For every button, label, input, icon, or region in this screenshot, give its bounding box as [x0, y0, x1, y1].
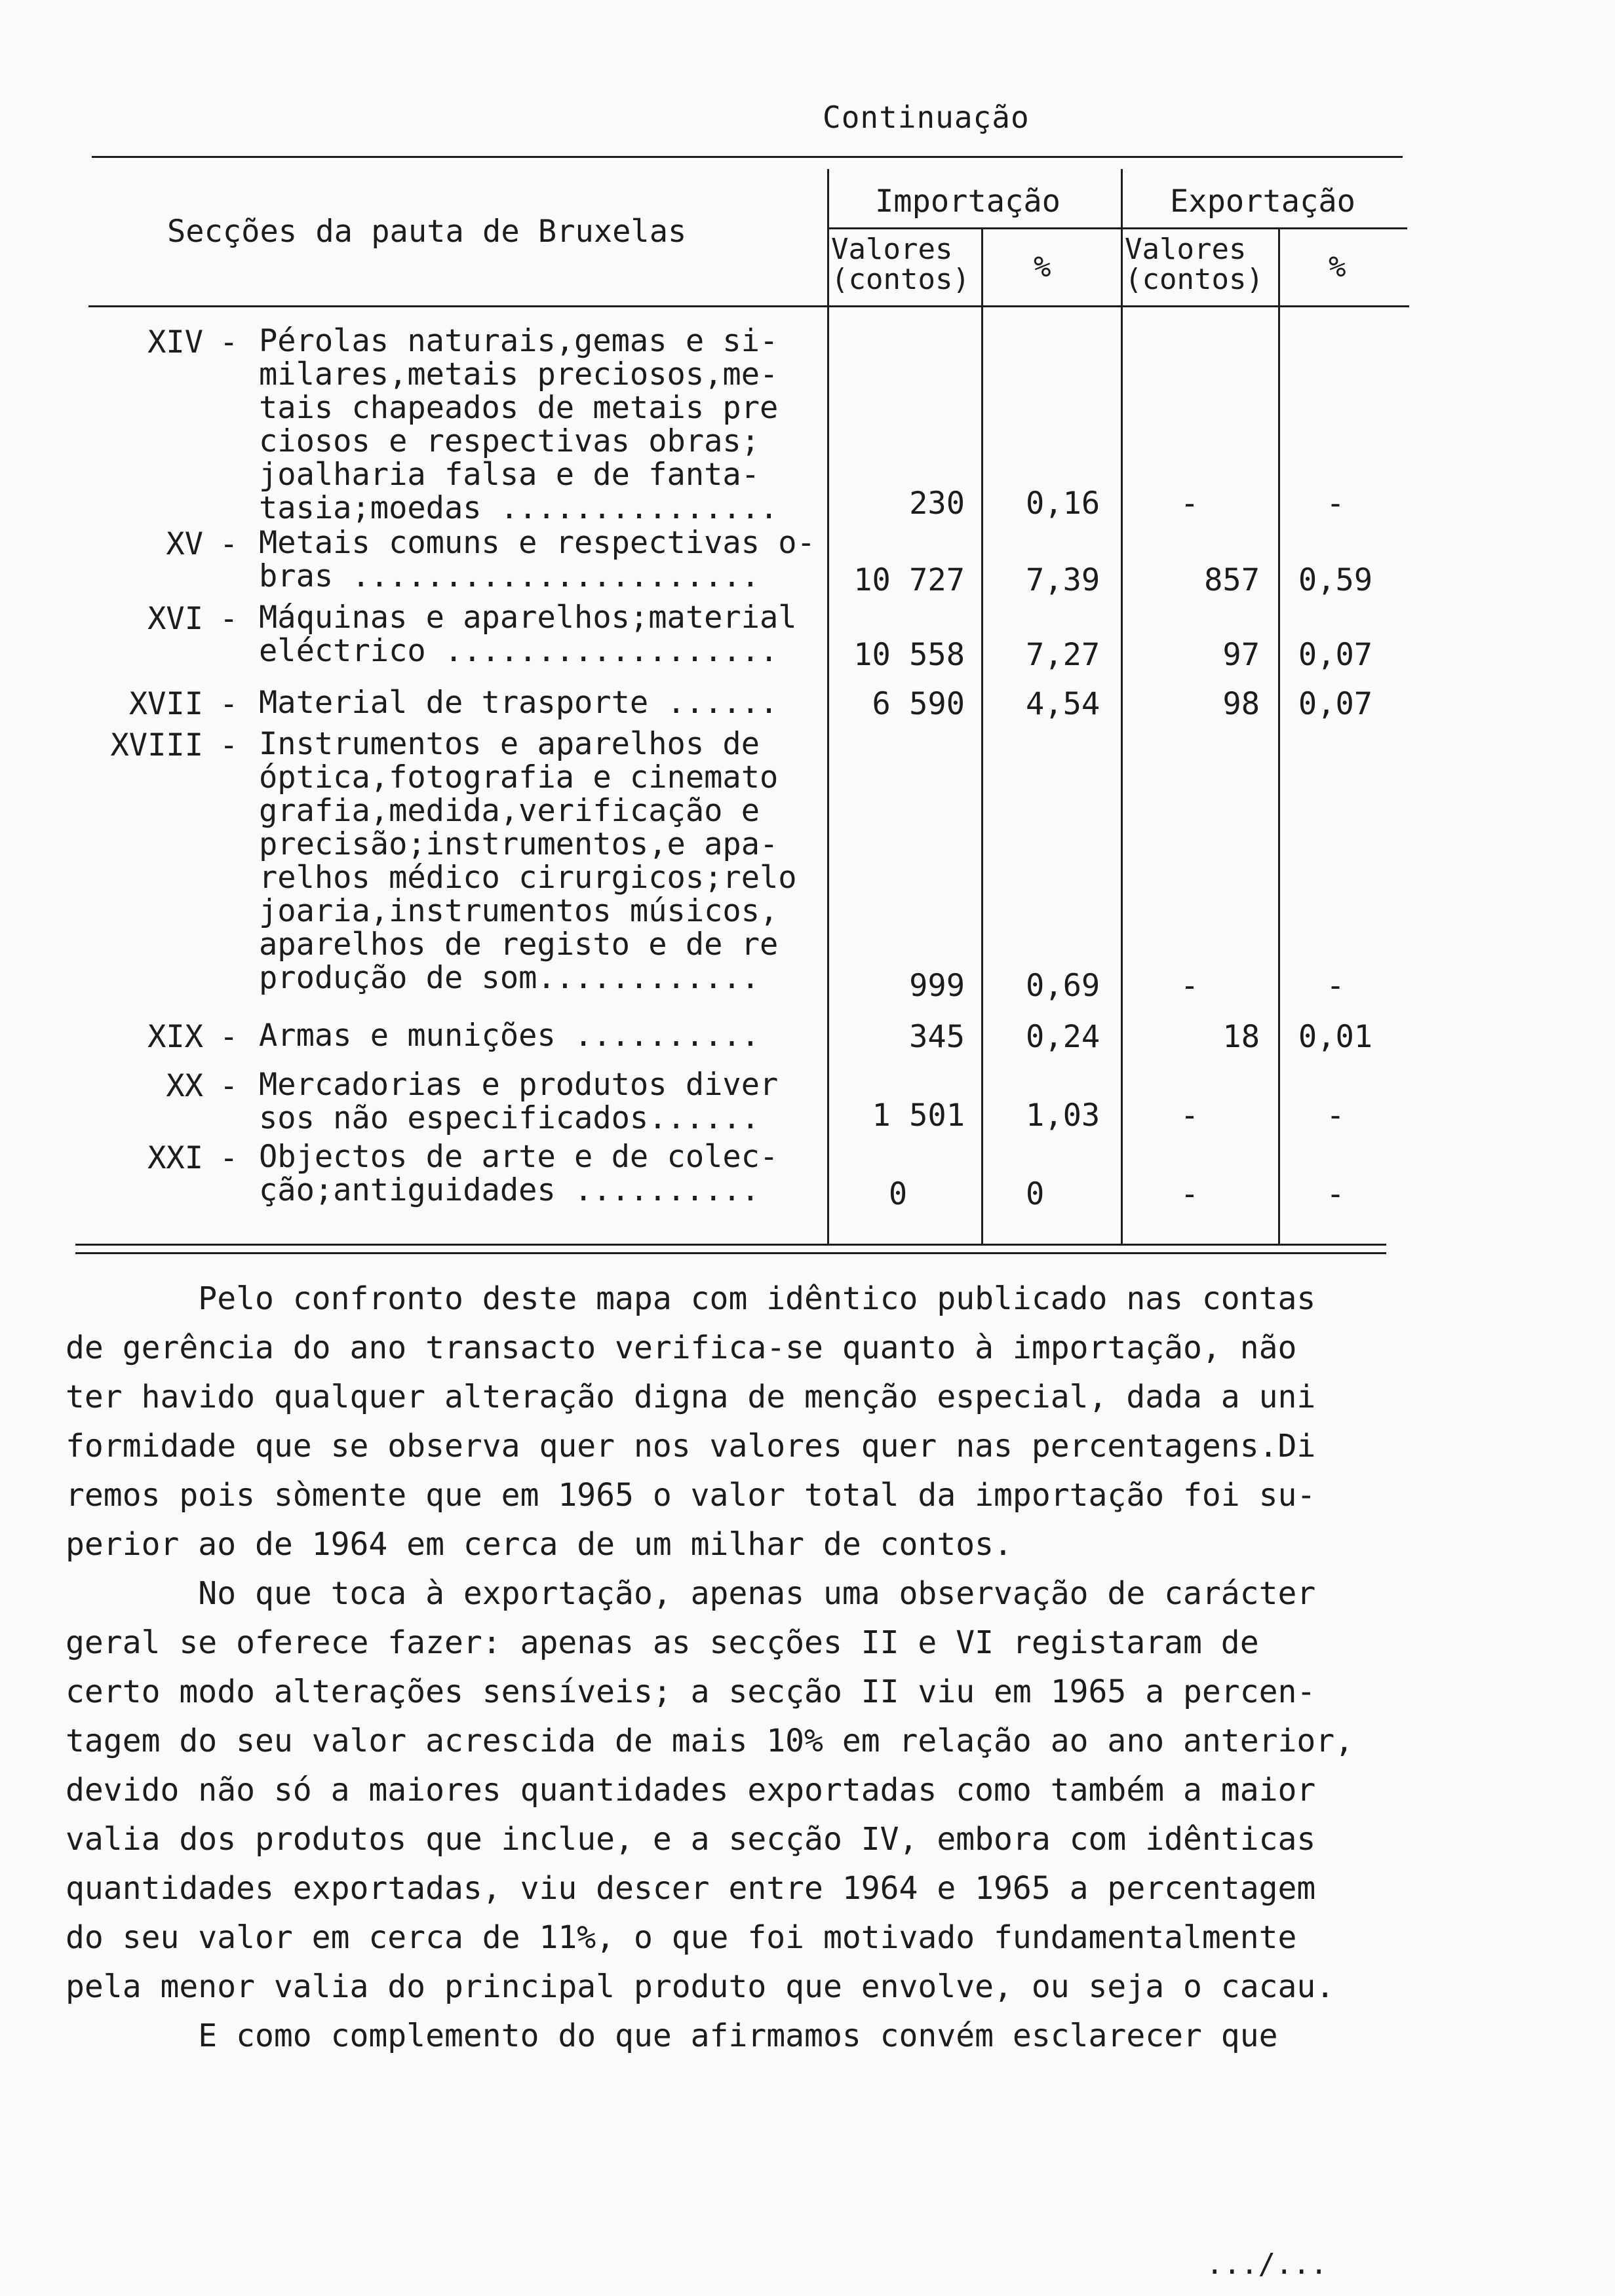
export-pct: 0,01 — [1298, 1019, 1373, 1055]
import-pct: 1,03 — [1026, 1098, 1100, 1134]
section-code: XVI — [147, 601, 203, 637]
import-value: 10 558 — [853, 637, 965, 673]
section-description: Mercadorias e produtos diver sos não especificados...... — [259, 1067, 779, 1136]
paragraph: E como complemento do que afirmamos convém esclarecer que — [66, 2018, 1278, 2054]
section-description: Máquinas e aparelhos;material eléctrico .................. — [259, 600, 797, 669]
import-value: 345 — [909, 1019, 965, 1055]
section-code: XIV — [147, 324, 203, 360]
section-dash: - — [220, 1019, 239, 1055]
section-dash: - — [220, 686, 239, 722]
import-pct: 0 — [1026, 1176, 1045, 1212]
section-dash: - — [220, 727, 239, 763]
section-dash: - — [220, 526, 239, 562]
table-top-rule — [92, 156, 1403, 158]
export-value: 98 — [1222, 686, 1260, 722]
section-code: XXI — [147, 1140, 203, 1176]
export-pct: 0,07 — [1298, 637, 1373, 673]
export-pct: - — [1326, 486, 1345, 522]
section-description: Instrumentos e aparelhos de óptica,fotografia e cinemato grafia,medida,verificação e precisão;instrumentos,e apa- relhos médico cirurgicos;relo joaria,instrumentos músicos, aparelhos de registo e de re produção de som............ — [259, 726, 797, 996]
header-section: Secções da pauta de Bruxelas — [167, 214, 687, 250]
import-pct: 0,24 — [1026, 1019, 1100, 1055]
import-value: 0 — [888, 1176, 908, 1212]
group-header-rule — [827, 227, 1407, 229]
section-description: Metais comuns e respectivas o- bras ...................... — [259, 525, 815, 594]
import-value: 230 — [909, 486, 965, 522]
import-pct: 0,69 — [1026, 968, 1100, 1004]
section-code: XV — [166, 526, 203, 562]
export-value: - — [1180, 968, 1199, 1004]
import-pct: 7,39 — [1026, 562, 1100, 598]
import-value: 1 501 — [872, 1098, 965, 1134]
header-export: Exportação — [1170, 183, 1355, 220]
import-pct: 0,16 — [1026, 486, 1100, 522]
import-value: 10 727 — [853, 562, 965, 598]
export-value: 97 — [1222, 637, 1260, 673]
export-value: - — [1180, 486, 1199, 522]
section-code: XVII — [128, 686, 203, 722]
export-pct: 0,07 — [1298, 686, 1373, 722]
section-code: XIX — [147, 1019, 203, 1055]
section-description: Objectos de arte e de colec- ção;antiguidades .......... — [259, 1139, 779, 1208]
header-export-pct: % — [1329, 250, 1346, 284]
import-pct: 7,27 — [1026, 637, 1100, 673]
section-code: XX — [166, 1068, 203, 1104]
table-bottom-double-rule — [75, 1244, 1386, 1254]
col-divider-import-pct — [981, 229, 983, 1244]
paragraph: Pelo confronto deste mapa com idêntico publicado nas contas de gerência do ano transacto verifica-se quanto à importação, não ter havido qualquer alteração digna de menção especial, dada a uni formidade que se observa quer nos valores quer nas percentagens.Di remos pois sòmente que em 1965 o valor total da importação foi su- perior ao de 1964 em cerca de um milhar de contos. — [66, 1280, 1316, 1563]
section-description: Pérolas naturais,gemas e si- milares,metais preciosos,me- tais chapeados de metais pre ciosos e respectivas obras; joalharia falsa e de fanta- tasia;moedas ............... — [259, 323, 779, 526]
export-pct: - — [1326, 1098, 1345, 1134]
import-value: 6 590 — [872, 686, 965, 722]
section-dash: - — [220, 601, 239, 637]
paragraph: No que toca à exportação, apenas uma observação de carácter geral se oferece fazer: apenas as secções II e VI registaram de certo modo alterações sensíveis; a secção II viu em 1965 a percen- tagem do seu valor acrescida de mais 10% em relação ao ano anterior, devido não só a maiores quantidades exportadas como também a maior valia dos produtos que inclue, e a secção IV, embora com idênticas quantidades exportadas, viu descer entre 1964 e 1965 a percentagem do seu valor em cerca de 11%, o que foi motivado fundamentalmente pela menor valia do principal produto que envolve, ou seja o cacau. — [66, 1575, 1354, 2005]
export-value: - — [1180, 1098, 1199, 1134]
export-value: - — [1180, 1176, 1199, 1212]
page-continuation-mark: .../... — [1206, 2248, 1328, 2281]
header-bottom-rule — [88, 305, 1409, 307]
export-value: 18 — [1222, 1019, 1260, 1055]
import-pct: 4,54 — [1026, 686, 1100, 722]
section-dash: - — [220, 324, 239, 360]
import-value: 999 — [909, 968, 965, 1004]
header-import-values: Valores (contos) — [831, 233, 970, 296]
body-text — [66, 1274, 1383, 2061]
section-dash: - — [220, 1140, 239, 1176]
export-value: 857 — [1204, 562, 1260, 598]
section-description: Material de trasporte ...... — [259, 685, 779, 721]
col-divider-export-pct — [1278, 229, 1280, 1244]
export-pct: 0,59 — [1298, 562, 1373, 598]
header-import-pct: % — [1034, 250, 1051, 284]
export-pct: - — [1326, 968, 1345, 1004]
header-export-values: Valores (contos) — [1125, 233, 1264, 296]
section-dash: - — [220, 1068, 239, 1104]
continuation-label: Continuação — [823, 100, 1030, 135]
section-code: XVIII — [110, 727, 203, 763]
export-pct: - — [1326, 1176, 1345, 1212]
header-import: Importação — [875, 183, 1060, 220]
section-description: Armas e munições .......... — [259, 1018, 760, 1054]
